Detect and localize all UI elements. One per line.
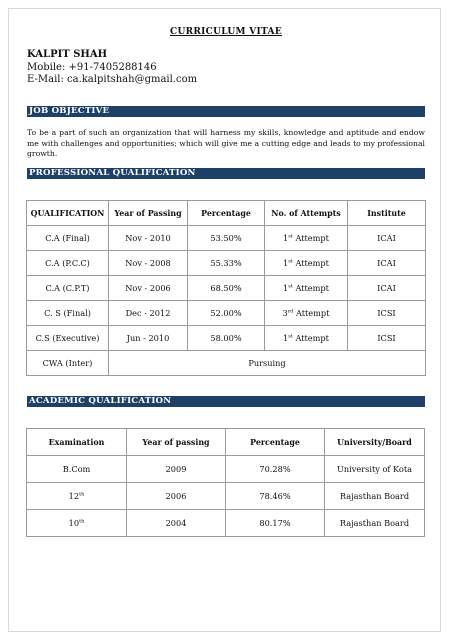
year-cell: Nov - 2010 [109,226,188,251]
percentage-cell: 53.50% [188,226,265,251]
examination-cell: 12th [27,483,127,510]
percentage-cell: 80.17% [226,510,325,537]
column-header: Year of passing [127,429,226,456]
attempts-cell: 1st Attempt [265,276,348,301]
table-row [27,510,425,537]
column-header: Institute [348,201,426,226]
table-row [27,351,426,376]
column-header: Year of Passing [109,201,188,226]
academic-qualification-label: ACADEMIC QUALIFICATION [29,396,172,406]
attempts-cell: 1st Attempt [265,326,348,351]
board-cell: Rajasthan Board [325,510,425,537]
qualification-cell: C.S (Executive) [27,326,109,351]
professional-qualification-heading [27,168,425,179]
qualification-cell: C.A (P.C.C) [27,251,109,276]
column-header: Percentage [226,429,325,456]
examination-cell: 10th [27,510,127,537]
qualification-cell: CWA (Inter) [27,351,109,376]
job-objective-text: To be a part of such an organization that will harness my skills, knowledge and aptitude and endow me with challenges and opportunities; which will give me a cutting edge and leads to my professional growth. [27,128,425,158]
year-cell: Nov - 2008 [109,251,188,276]
attempts-cell: 3rd Attempt [265,301,348,326]
qualification-cell: C.A (Final) [27,226,109,251]
job-objective-label: JOB OBJECTIVE [29,106,110,116]
year-cell: Dec - 2012 [109,301,188,326]
institute-cell: ICSI [348,301,426,326]
percentage-cell: 55.33% [188,251,265,276]
table-header-row [27,201,426,226]
academic-qualification-table [26,428,425,537]
column-header: University/Board [325,429,425,456]
professional-qualification-table [26,200,426,376]
institute-cell: ICAI [348,251,426,276]
percentage-cell: 52.00% [188,301,265,326]
attempts-cell: 1st Attempt [265,226,348,251]
table-row [27,251,426,276]
email-address: E-Mail: ca.kalpitshah@gmail.com [27,74,198,85]
year-cell: 2009 [127,456,226,483]
table-row [27,226,426,251]
institute-cell: ICAI [348,276,426,301]
column-header: Examination [27,429,127,456]
institute-cell: ICSI [348,326,426,351]
academic-qualification-heading [27,396,425,407]
board-cell: Rajasthan Board [325,483,425,510]
year-cell: 2006 [127,483,226,510]
table-header-row [27,429,425,456]
mobile-number: Mobile: +91-7405288146 [27,62,157,73]
examination-cell: B.Com [27,456,127,483]
document-title: CURRICULUM VITAE [169,27,282,37]
institute-cell: ICAI [348,226,426,251]
qualification-cell: C.A (C.P.T) [27,276,109,301]
status-cell: Pursuing [109,351,426,376]
percentage-cell: 68.50% [188,276,265,301]
year-cell: 2004 [127,510,226,537]
job-objective-heading [27,106,425,117]
column-header: QUALIFICATION [27,201,109,226]
table-row [27,483,425,510]
table-row [27,276,426,301]
board-cell: University of Kota [325,456,425,483]
table-row [27,301,426,326]
year-cell: Jun - 2010 [109,326,188,351]
attempts-cell: 1st Attempt [265,251,348,276]
table-row [27,456,425,483]
percentage-cell: 58.00% [188,326,265,351]
candidate-name: KALPIT SHAH [27,49,108,60]
table-row [27,326,426,351]
year-cell: Nov - 2006 [109,276,188,301]
qualification-cell: C. S (Final) [27,301,109,326]
column-header: Percentage [188,201,265,226]
percentage-cell: 78.46% [226,483,325,510]
professional-qualification-label: PROFESSIONAL QUALIFICATION [29,168,196,178]
column-header: No. of Attempts [265,201,348,226]
percentage-cell: 70.28% [226,456,325,483]
